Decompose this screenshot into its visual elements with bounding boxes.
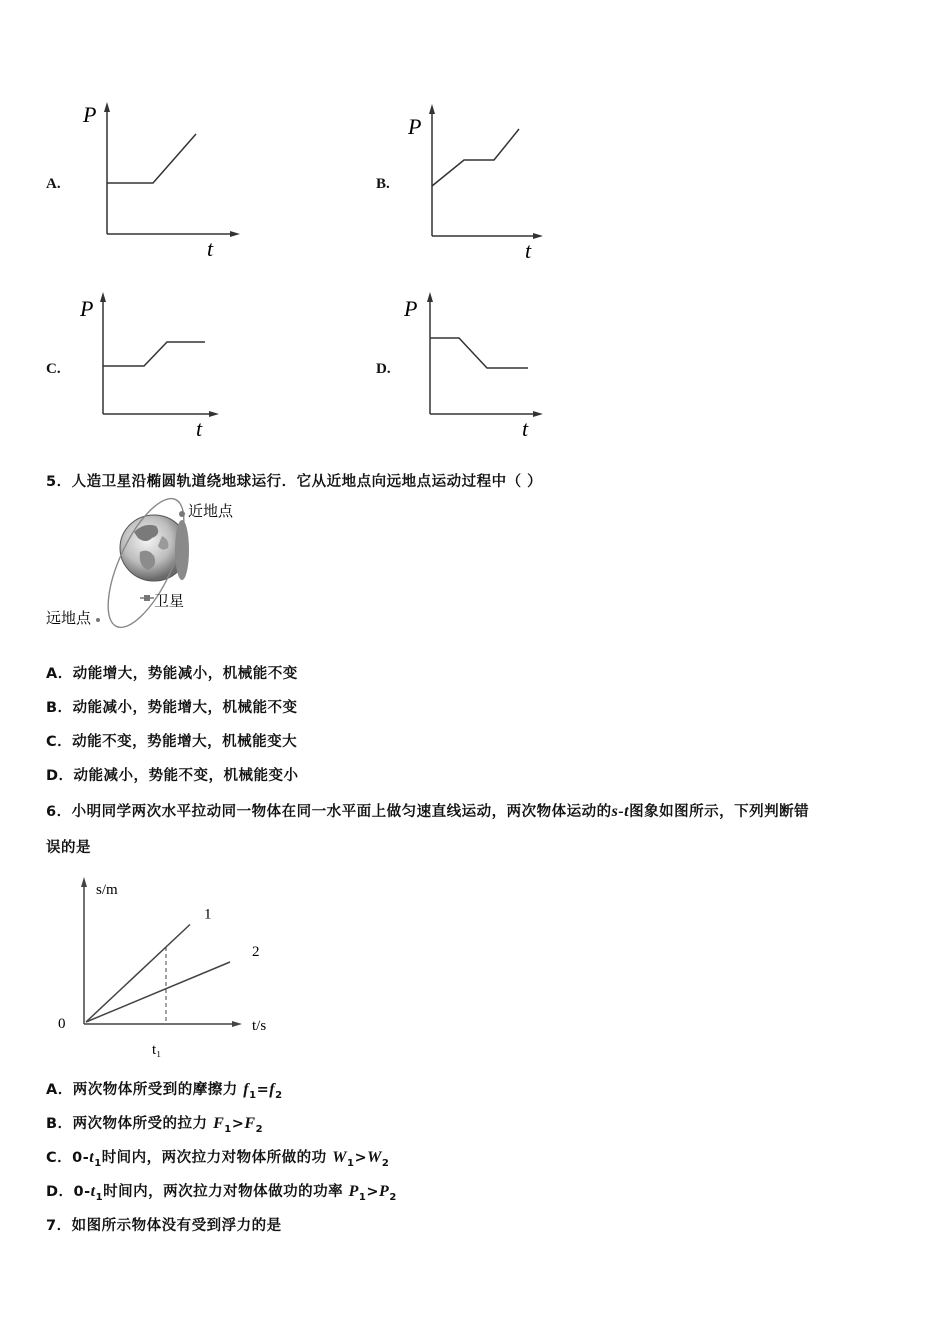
graph-d-y-label: P [404,296,418,321]
st-t1-label: t₁ [152,1042,162,1058]
q5-option-a[interactable] [46,662,298,683]
graph-c [76,286,256,460]
q6-stem-st: s-t [611,803,630,820]
graph-a-y-label: P [83,102,97,127]
option-text: 时间内，两次拉力对物体所做的功 [101,1150,333,1166]
var: W [332,1149,347,1166]
sub: 1 [95,1191,104,1203]
perigee-label: 近地点 [188,502,234,520]
option-c-letter: C. [46,361,61,377]
option-text: 0- [73,1184,91,1200]
relation: = [256,1082,270,1098]
sub: 2 [255,1123,264,1135]
relation: > [366,1184,380,1200]
q5-option-c[interactable] [46,730,297,751]
st-ylabel: s/m [96,882,118,898]
var: f [243,1081,250,1098]
sub: 2 [389,1191,397,1203]
q6-stem-line1 [46,800,809,821]
option-text: 动能减小，势能增大，机械能不变 [72,700,298,716]
q6-option-c[interactable] [46,1146,389,1169]
graph-b-x-label: t [525,238,532,263]
sub: 1 [224,1123,232,1135]
option-text: 时间内，两次拉力对物体做功的功率 [103,1184,349,1200]
satellite-label: 卫星 [154,592,185,610]
graph-a-x-label: t [207,236,214,261]
series-label-1: 1 [204,906,212,923]
st-origin: 0 [58,1016,66,1032]
st-chart [50,872,290,1062]
option-letter: A． [46,666,73,682]
series-line-2 [86,962,230,1022]
q5-option-b[interactable] [46,696,298,717]
series-line-1 [86,925,190,1023]
relation: > [231,1116,245,1132]
option-letter: D． [46,768,74,784]
var: t [90,1183,96,1200]
series-label-2: 2 [252,944,260,960]
graph-d [402,286,582,460]
var: P [348,1183,359,1200]
option-letter: C． [46,734,73,750]
sub: 1 [94,1157,102,1169]
q6-stem-line2: 误的是 [46,840,91,856]
relation: > [354,1150,368,1166]
graph-c-x-label: t [196,416,203,441]
var: W [367,1149,382,1166]
option-letter: B． [46,700,73,716]
q5-stem: 5．人造卫星沿椭圆轨道绕地球运行．它从近地点向远地点运动过程中（ ） [46,474,543,490]
q7-stem: 7．如图所示物体没有受到浮力的是 [46,1218,282,1234]
sub: 1 [346,1157,355,1169]
option-letter: D． [46,1184,74,1200]
option-text: 动能减小，势能不变，机械能变小 [73,768,299,784]
option-b-letter: B. [376,176,390,192]
st-xlabel: t/s [252,1018,267,1034]
option-text: 两次物体所受到的摩擦力 [72,1082,244,1098]
sub: 2 [381,1157,390,1169]
q6-option-b[interactable] [46,1112,263,1135]
option-text: 两次物体所受的拉力 [72,1116,214,1132]
q6-option-d[interactable] [46,1180,397,1203]
option-letter: C． [46,1150,73,1166]
sub: 2 [275,1089,283,1101]
option-letter: B． [46,1116,73,1132]
q6-stem-part1: 6．小明同学两次水平拉动同一物体在同一水平面上做匀速直线运动，两次物体运动的 [46,804,612,820]
graph-b-y-label: P [408,114,422,139]
graph-d-x-label: t [522,416,529,441]
var: F [244,1115,256,1132]
graph-c-y-label: P [80,296,94,321]
var: P [379,1183,390,1200]
sub: 1 [358,1191,367,1203]
satellite-icon [140,595,154,601]
graph-b [402,96,582,270]
option-text: 动能增大，势能减小，机械能不变 [72,666,298,682]
var: f [269,1081,276,1098]
option-text: 动能不变，势能增大，机械能变大 [72,734,298,750]
var: F [213,1115,225,1132]
q6-stem-part2: 图象如图所示，下列判断错 [629,804,810,820]
q5-option-d[interactable] [46,764,299,785]
sub: 1 [249,1089,257,1101]
graph-a [75,96,255,270]
option-text: 0- [72,1150,90,1166]
satellite-orbit-figure [44,496,264,636]
var: t [89,1149,95,1166]
option-a-letter: A. [46,176,61,192]
option-d-letter: D. [376,361,391,377]
apogee-label: 远地点 [46,609,92,627]
q6-option-a[interactable] [46,1078,283,1101]
option-letter: A． [46,1082,73,1098]
